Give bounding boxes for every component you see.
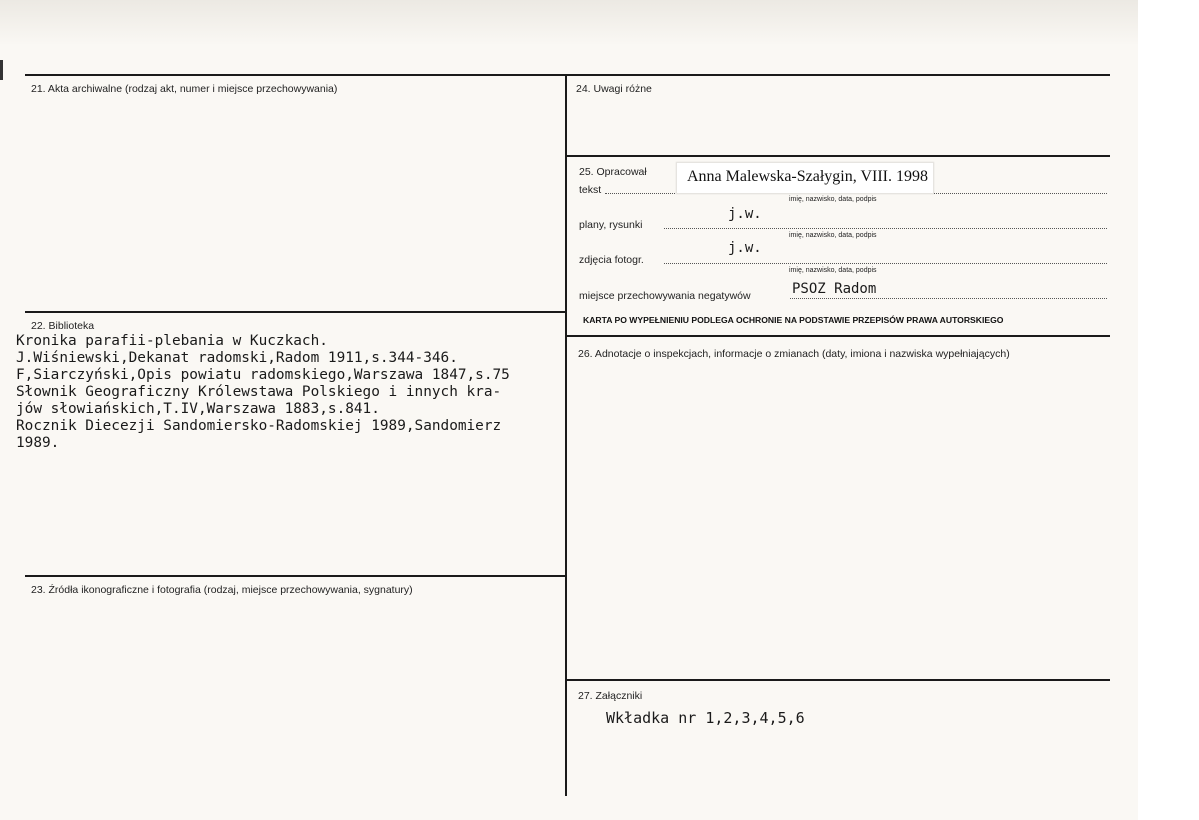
- rule-left-21-22: [25, 311, 566, 313]
- field-25-label: 25. Opracował: [579, 166, 647, 178]
- bib-entry-line: Słownik Geograficzny Królewstawa Polskiego i innych kra-: [16, 384, 502, 400]
- rule-right-24-25: [566, 155, 1110, 157]
- bib-entry-line: F,Siarczyński,Opis powiatu radomskiego,Warszawa 1847,s.75: [16, 367, 510, 383]
- field-27-label: 27. Załączniki: [578, 690, 643, 702]
- field-24-label: 24. Uwagi różne: [576, 83, 652, 95]
- rule-top: [25, 74, 1110, 76]
- plany-caption: imię, nazwisko, data, podpis: [789, 232, 877, 239]
- rule-vertical-center: [565, 74, 567, 796]
- field-27-value: Wkładka nr 1,2,3,4,5,6: [606, 709, 805, 727]
- scan-edge-mark: [0, 60, 3, 80]
- plany-value: j.w.: [728, 206, 762, 222]
- tekst-value: Anna Malewska-Szałygin, VIII. 1998: [687, 168, 928, 185]
- zdjecia-caption: imię, nazwisko, data, podpis: [789, 267, 877, 274]
- copyright-notice: KARTA PO WYPEŁNIENIU PODLEGA OCHRONIE NA PODSTAWIE PRZEPISÓW PRAWA AUTORSKIEGO: [583, 315, 1004, 325]
- field-21-label: 21. Akta archiwalne (rodzaj akt, numer i miejsce przechowywania): [31, 83, 338, 95]
- zdjecia-dotted-line: [664, 263, 1107, 264]
- bib-entry-line: J.Wiśniewski,Dekanat radomski,Radom 1911,s.344-346.: [16, 350, 458, 366]
- negatywy-value: PSOZ Radom: [792, 281, 877, 297]
- plany-label: plany, rysunki: [579, 219, 643, 231]
- field-22-label: 22. Biblioteka: [31, 320, 95, 332]
- rule-right-26-27: [566, 679, 1110, 681]
- field-23-label: 23. Źródła ikonograficzne i fotografia (rodzaj, miejsce przechowywania, sygnatury): [31, 584, 413, 596]
- zdjecia-value: j.w.: [728, 240, 762, 256]
- bib-entry-line: Rocznik Diecezji Sandomiersko-Radomskiej 1989,Sandomierz: [16, 418, 502, 434]
- field-26-label: 26. Adnotacje o inspekcjach, informacje o zmianach (daty, imiona i nazwiska wypełniających): [578, 348, 1010, 360]
- bib-entry-line: Kronika parafii-plebania w Kuczkach.: [16, 333, 328, 349]
- author-sticker: [676, 162, 934, 194]
- scan-right-margin: [1138, 0, 1199, 820]
- negatywy-label: miejsce przechowywania negatywów: [579, 290, 751, 302]
- bib-entry-line: jów słowiańskich,T.IV,Warszawa 1883,s.841.: [16, 401, 380, 417]
- negatywy-dotted-line: [790, 298, 1107, 299]
- bib-entry-line: 1989.: [16, 435, 60, 451]
- scan-top-shadow: [0, 0, 1199, 46]
- rule-left-22-23: [25, 575, 566, 577]
- tekst-label: tekst: [579, 184, 602, 196]
- tekst-caption: imię, nazwisko, data, podpis: [789, 196, 877, 203]
- zdjecia-label: zdjęcia fotogr.: [579, 254, 644, 266]
- plany-dotted-line: [664, 228, 1107, 229]
- rule-right-25-26: [566, 335, 1110, 337]
